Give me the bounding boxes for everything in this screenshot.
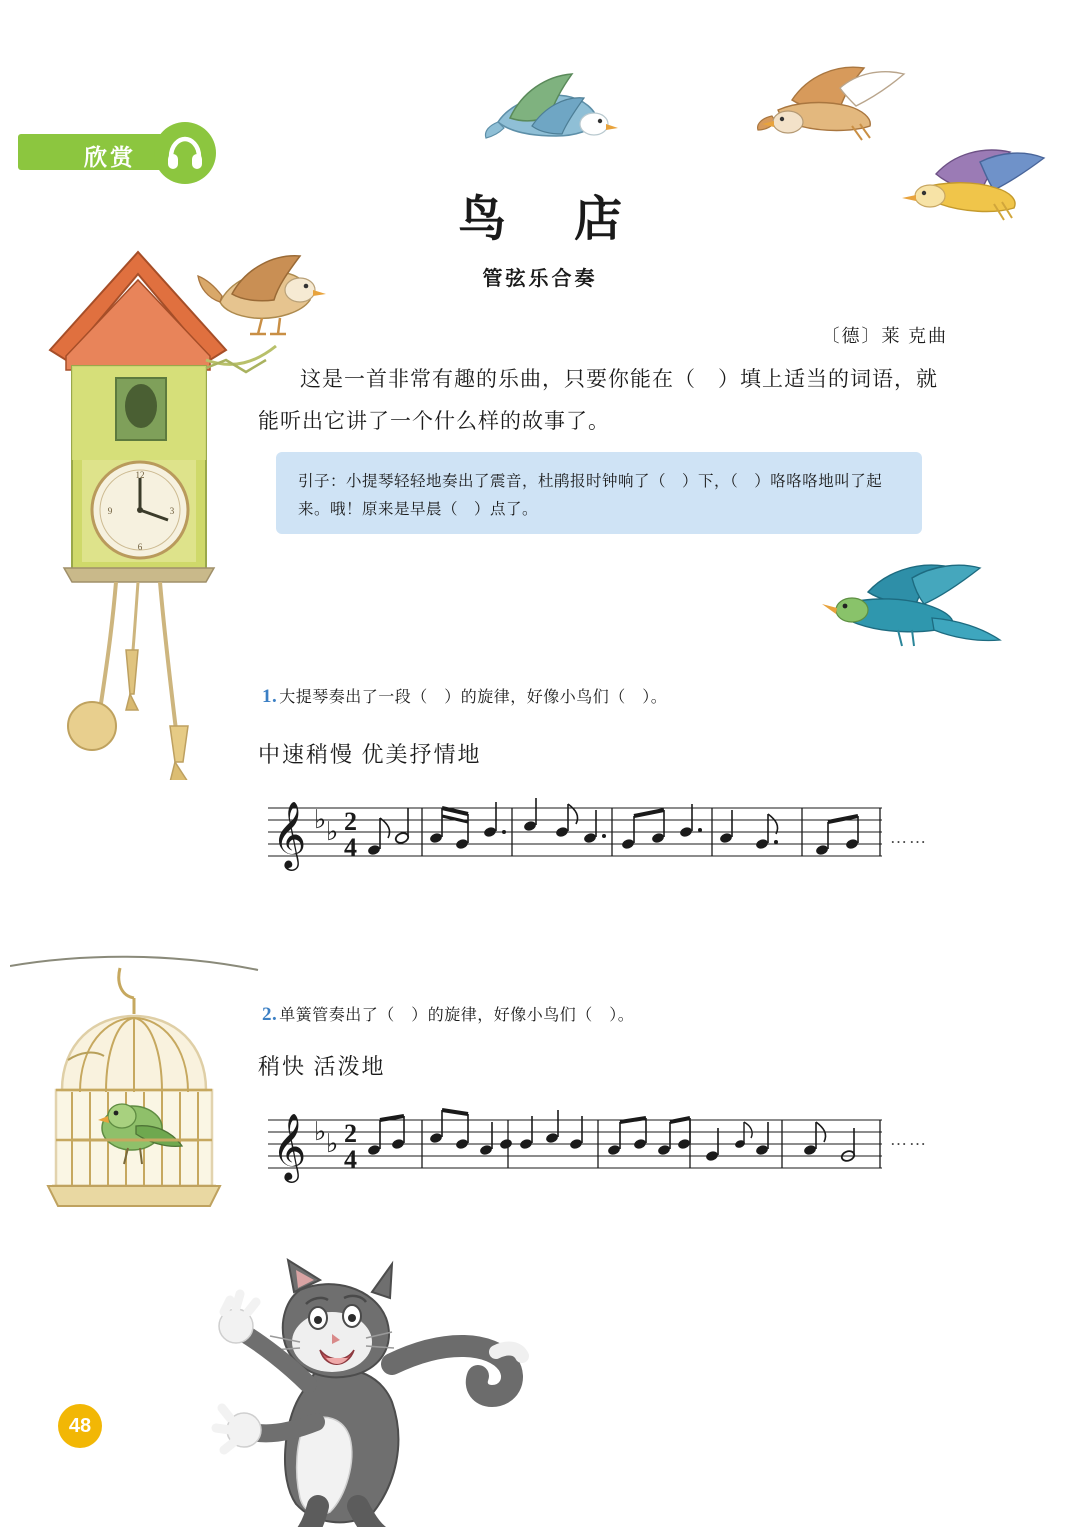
svg-text:♭: ♭: [314, 805, 327, 835]
question-2: [262, 1002, 634, 1026]
svg-text:♭: ♭: [326, 1129, 339, 1159]
treble-clef: 𝄞: [272, 800, 307, 868]
bird-brown-flying-top: [752, 48, 912, 153]
svg-text:12: 12: [135, 470, 145, 480]
tab-label: 欣赏: [84, 144, 136, 170]
svg-text:♭: ♭: [326, 817, 339, 847]
svg-text:3: 3: [169, 506, 175, 516]
tempo-marking-2: 稍快 活泼地: [258, 1054, 386, 1079]
question-2-number: 2.: [262, 1004, 278, 1025]
svg-text:4: 4: [344, 833, 357, 862]
headphones-icon: [154, 122, 216, 184]
question-1: [262, 684, 667, 708]
music-staff-1: [262, 782, 922, 892]
bird-blue-flying-top: [480, 52, 620, 147]
svg-text:2: 2: [344, 807, 357, 836]
page-title: 鸟 店: [457, 193, 650, 246]
birdcage-with-bird: [10, 940, 260, 1250]
question-2-text: 单簧管奏出了（ ）的旋律，好像小鸟们（ ）。: [279, 1007, 635, 1024]
bird-teal-flying-middle: [812, 548, 1002, 658]
staff-2-trailing-dots: ……: [890, 1130, 928, 1149]
question-1-number: 1.: [262, 686, 278, 707]
prelude-callout-text: 引子：小提琴轻轻地奏出了震音，杜鹃报时钟响了（ ）下，（ ）咯咯咯地叫了起来。哦！原来是早晨（ ）点了。: [298, 473, 883, 518]
composer-credit: 〔德〕莱 克曲: [821, 326, 948, 346]
music-staff-2: [262, 1094, 922, 1204]
page-number: 48: [58, 1404, 102, 1448]
cat-dancing: [196, 1246, 536, 1527]
tempo-marking-1: 中速稍慢 优美抒情地: [258, 742, 482, 767]
prelude-callout-box: [276, 452, 922, 534]
svg-text:4: 4: [344, 1145, 357, 1174]
page-subtitle: 管弦乐合奏: [482, 268, 598, 290]
question-1-text: 大提琴奏出了一段（ ）的旋律，好像小鸟们（ ）。: [279, 689, 668, 706]
treble-clef: 𝄞: [272, 1112, 307, 1180]
svg-text:♭: ♭: [314, 1117, 327, 1147]
intro-paragraph: 这是一首非常有趣的乐曲，只要你能在（ ）填上适当的词语，就能听出它讲了一个什么样的故事了。: [258, 367, 938, 433]
staff-1-trailing-dots: ……: [890, 828, 928, 847]
svg-text:6: 6: [137, 542, 143, 552]
section-tab: [18, 122, 238, 184]
svg-text:9: 9: [107, 506, 113, 516]
svg-text:2: 2: [344, 1119, 357, 1148]
